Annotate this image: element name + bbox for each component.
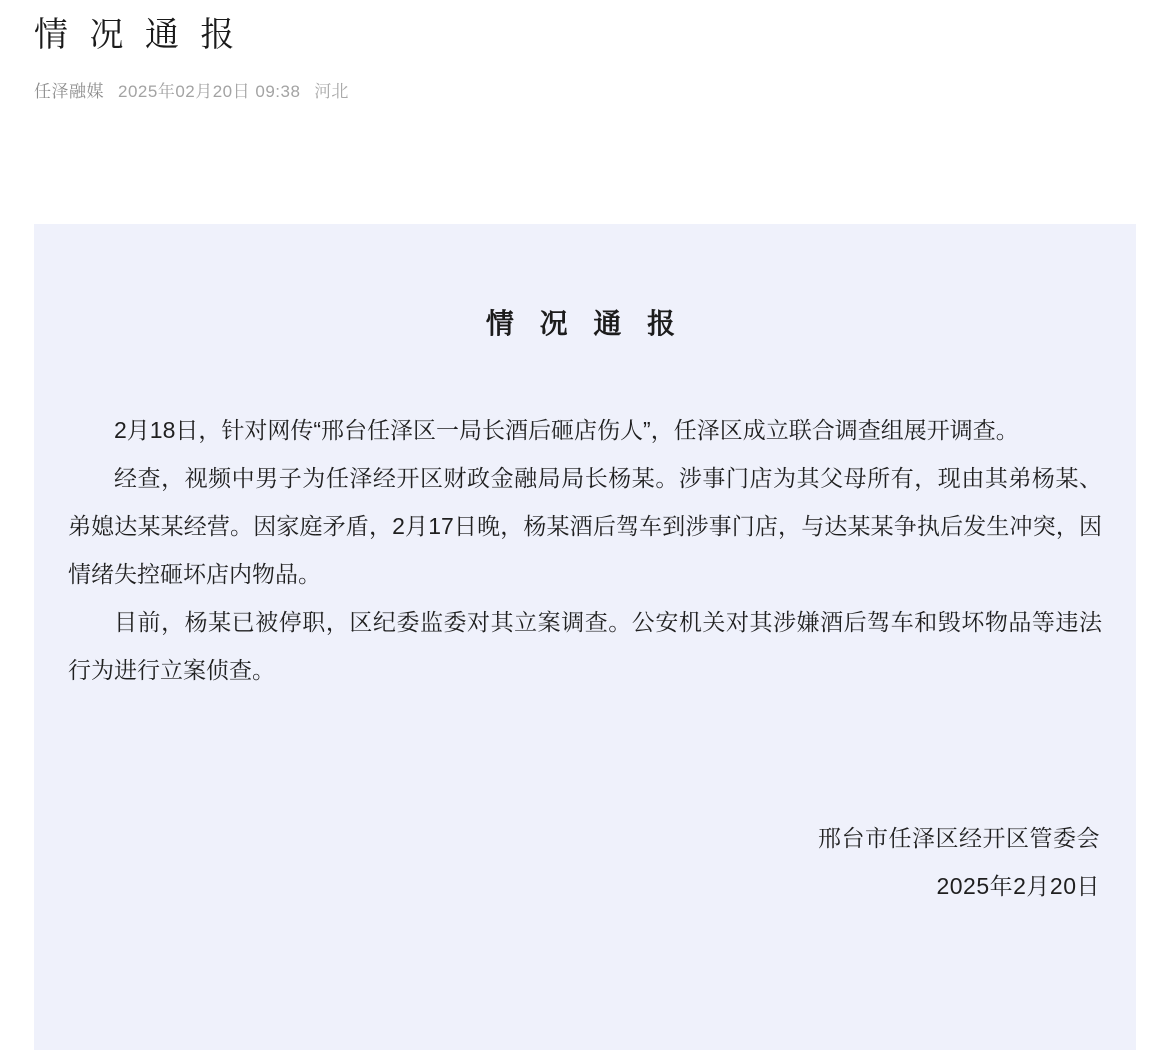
meta-source[interactable]: 任泽融媒: [34, 82, 104, 101]
notice-paragraph: 目前，杨某已被停职，区纪委监委对其立案调查。公安机关对其涉嫌酒后驾车和毁坏物品等违法行为进行立案侦查。: [68, 609, 1102, 683]
meta-date: 2025年02月20日 09:38: [118, 82, 301, 101]
notice-title: 情 况 通 报: [485, 308, 685, 339]
article-meta: [34, 80, 1136, 104]
notice-paragraph: 经查，视频中男子为任泽经开区财政金融局局长杨某。涉事门店为其父母所有，现由其弟杨某、弟媳达某某经营。因家庭矛盾，2月17日晚，杨某酒后驾车到涉事门店，与达某某争执后发生冲突，因情绪失控砸坏店内物品。: [68, 465, 1102, 587]
notice-body: [58, 406, 1112, 694]
signature-date: 2025年2月20日: [936, 873, 1100, 899]
notice-card: [34, 224, 1136, 1050]
notice-signature: [58, 814, 1112, 910]
meta-location: 河北: [314, 82, 349, 101]
article-page: [0, 6, 1170, 1050]
notice-paragraph: 2月18日，针对网传“邢台任泽区一局长酒后砸店伤人”，任泽区成立联合调查组展开调查。: [114, 417, 1019, 443]
signature-org: 邢台市任泽区经开区管委会: [818, 825, 1100, 851]
page-title: 情 况 通 报: [34, 16, 241, 54]
